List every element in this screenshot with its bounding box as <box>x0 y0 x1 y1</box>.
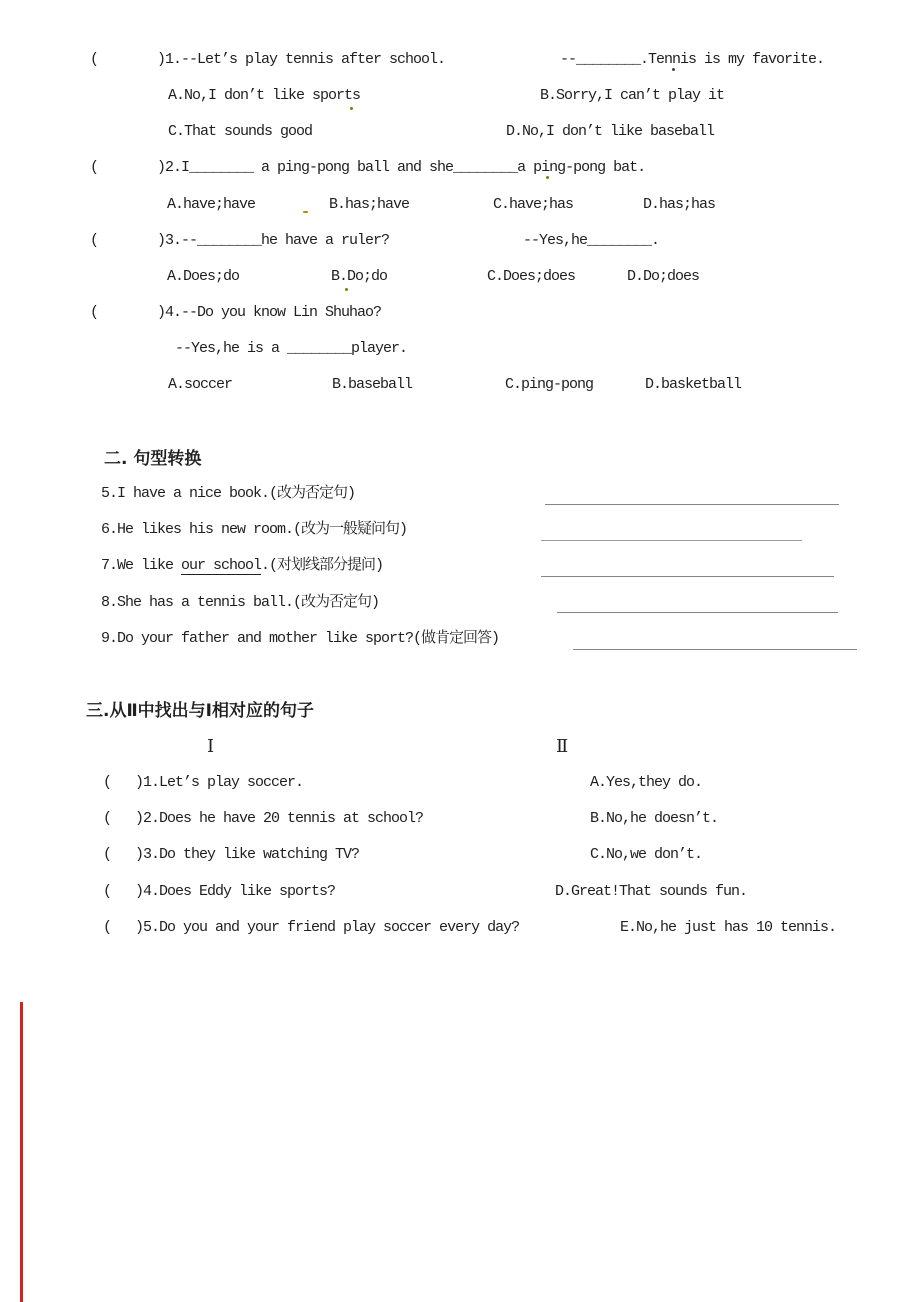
matching-row-1-left: ( )1.Let’s play soccer. <box>103 774 304 791</box>
choice-q3-bracket: ( <box>90 232 99 249</box>
answer-line-5 <box>545 504 839 505</box>
transform-item-9: 9.Do your father and mother like sport?(做肯定回答) <box>101 630 500 647</box>
choice-q2-option-b: B.has;have <box>329 196 410 213</box>
matching-row-4-left: ( )4.Does Eddy like sports? <box>103 883 336 900</box>
choice-q2-option-c: C.have;has <box>493 196 574 213</box>
choice-q2-bracket: ( <box>90 159 99 176</box>
page-edge-red-line <box>20 1002 23 1302</box>
choice-q1-option-c: C.That sounds good <box>168 123 313 140</box>
matching-row-5-right: E.No,he just has 10 tennis. <box>620 919 837 936</box>
choice-q3-option-a: A.Does;do <box>167 268 240 285</box>
choice-q1-stem: )1.--Let’s play tennis after school. <box>157 51 446 68</box>
answer-line-8 <box>557 612 838 613</box>
choice-q1-option-d: D.No,I don’t like baseball <box>506 123 715 140</box>
scan-dot-3 <box>546 176 549 179</box>
matching-row-5-left: ( )5.Do you and your friend play soccer every day? <box>103 919 520 936</box>
choice-q1-option-b: B.Sorry,I can’t play it <box>540 87 725 104</box>
choice-q2-option-d: D.has;has <box>643 196 716 213</box>
choice-q3-option-c: C.Does;does <box>487 268 576 285</box>
choice-q4-option-b: B.baseball <box>332 376 413 393</box>
choice-q3-stem-right: --Yes,he________. <box>523 232 660 249</box>
choice-q4-stem: )4.--Do you know Lin Shuhao? <box>157 304 382 321</box>
choice-q1-stem-right: --________.Tennis is my favorite. <box>560 51 825 68</box>
answer-line-7 <box>541 576 834 577</box>
matching-row-3-left: ( )3.Do they like watching TV? <box>103 846 360 863</box>
scan-dot-5 <box>345 288 348 291</box>
matching-col-i-header: Ⅰ <box>207 736 215 757</box>
choice-q4-option-a: A.soccer <box>168 376 233 393</box>
transform-item-7-pre: 7.We like <box>101 557 182 574</box>
choice-q4-option-c: C.ping-pong <box>505 376 594 393</box>
choice-q3-option-b: B.Do;do <box>331 268 388 285</box>
choice-q4-stem-line2: --Yes,he is a ________player. <box>175 340 408 357</box>
scan-dot-1 <box>350 107 353 110</box>
scan-dot-2 <box>672 68 675 71</box>
transform-item-7 <box>101 557 383 574</box>
choice-q1-option-a: A.No,I don’t like sports <box>168 87 361 104</box>
choice-q4-bracket: ( <box>90 304 99 321</box>
scan-dot-4 <box>303 211 308 213</box>
transform-item-7-post: .(对划线部分提问) <box>261 557 384 574</box>
transform-item-8: 8.She has a tennis ball.(改为否定句) <box>101 594 380 611</box>
transform-heading: 二. 句型转换 <box>104 449 202 469</box>
matching-row-1-right: A.Yes,they do. <box>590 774 703 791</box>
matching-col-ii-header: Ⅱ <box>556 736 569 757</box>
matching-row-2-left: ( )2.Does he have 20 tennis at school? <box>103 810 424 827</box>
transform-item-7-underlined: our school <box>181 557 262 574</box>
choice-q1-bracket: ( <box>90 51 99 68</box>
matching-row-2-right: B.No,he doesn’t. <box>590 810 719 827</box>
transform-item-6: 6.He likes his new room.(改为一般疑问句) <box>101 521 408 538</box>
choice-q3-stem: )3.--________he have a ruler? <box>157 232 390 249</box>
choice-q3-option-d: D.Do;does <box>627 268 700 285</box>
matching-row-4-right: D.Great!That sounds fun. <box>555 883 748 900</box>
answer-line-9 <box>573 649 857 650</box>
transform-item-5: 5.I have a nice book.(改为否定句) <box>101 485 356 502</box>
answer-line-6 <box>541 540 802 541</box>
choice-q2-stem: )2.I________ a ping-pong ball and she________a ping-pong bat. <box>157 159 646 176</box>
choice-q4-option-d: D.basketball <box>645 376 742 393</box>
matching-row-3-right: C.No,we don’t. <box>590 846 703 863</box>
matching-heading: 三.从Ⅱ中找出与Ⅰ相对应的句子 <box>86 701 314 721</box>
choice-q2-option-a: A.have;have <box>167 196 256 213</box>
